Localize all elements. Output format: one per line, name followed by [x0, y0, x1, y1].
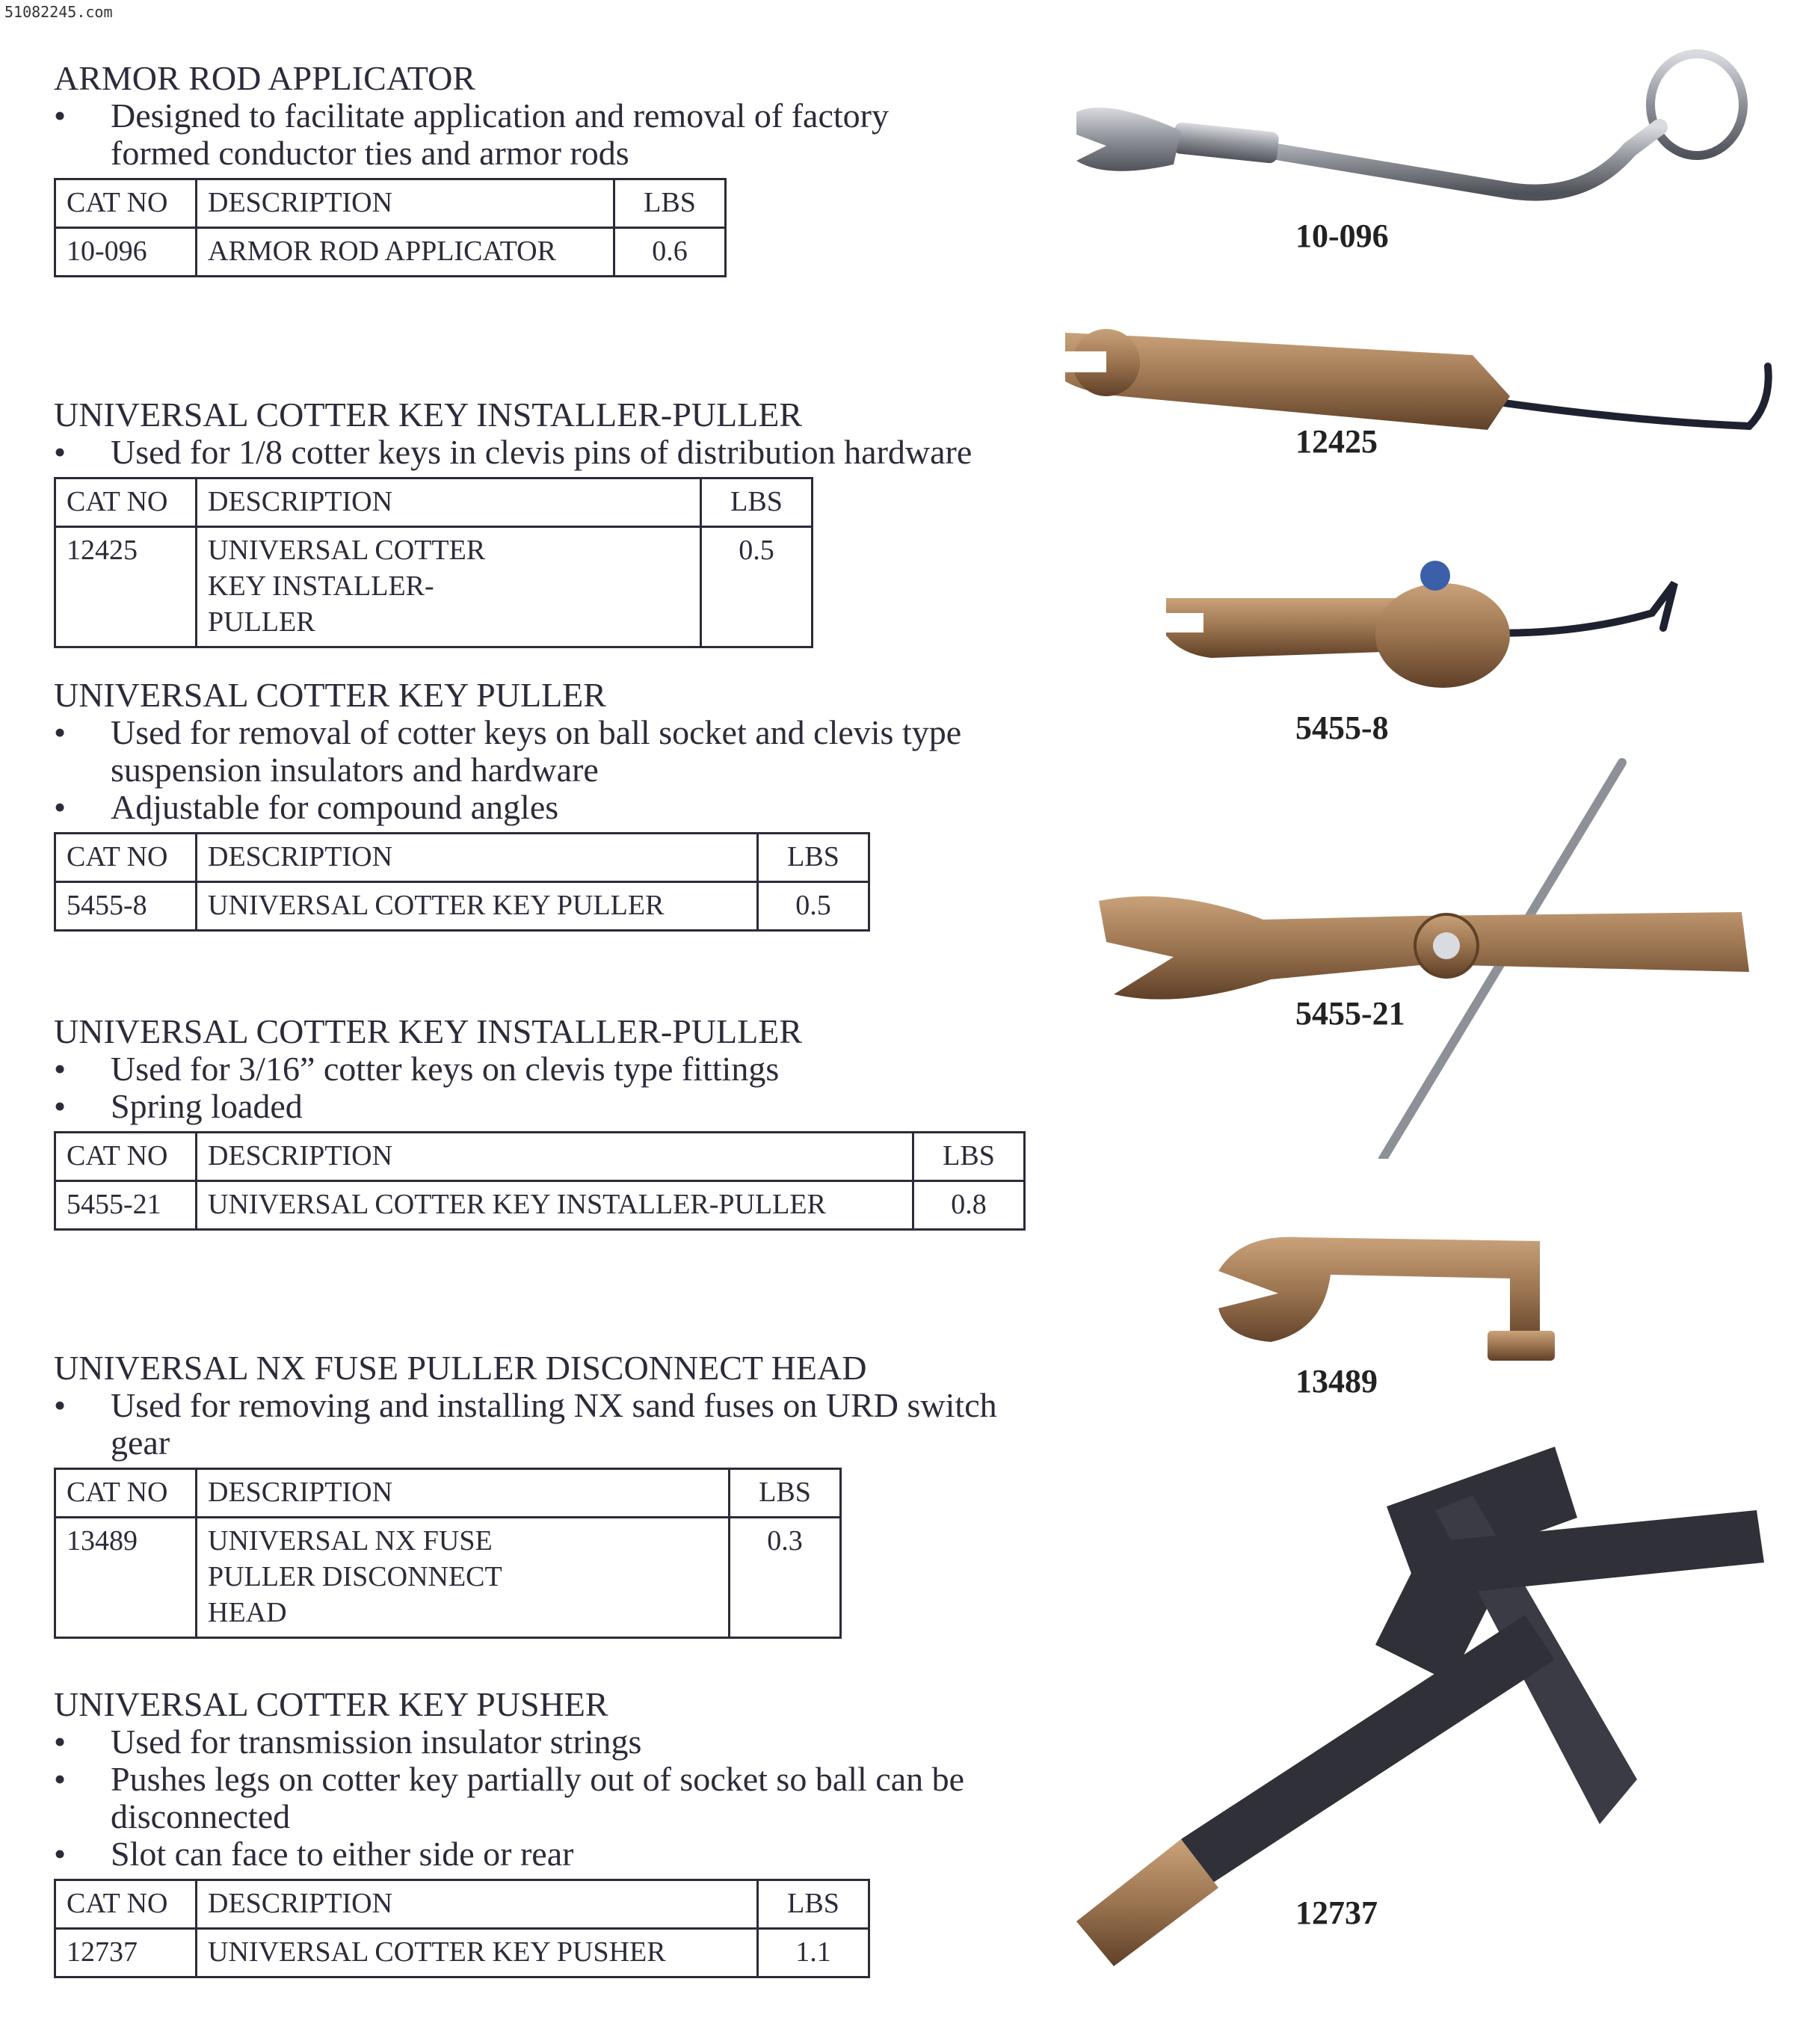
nx-fuse-puller-photo [1211, 1219, 1585, 1368]
table-header-row [55, 179, 726, 228]
bullet-list [54, 714, 1030, 826]
bullet-list [54, 1387, 1038, 1462]
header-lbs: LBS [758, 834, 869, 882]
header-description: DESCRIPTION [197, 1469, 730, 1518]
description-cell: UNIVERSAL COTTER KEY INSTALLER-PULLER [197, 1181, 913, 1230]
header-description: DESCRIPTION [197, 179, 614, 228]
armor-rod-applicator-photo [1061, 30, 1779, 254]
section-cotter-key-installer-puller-2 [54, 1013, 1026, 1231]
bullet-item: • Used for 3/16” cotter keys on clevis type fittings [54, 1050, 780, 1088]
cotter-key-puller-photo [1159, 553, 1682, 703]
header-description: DESCRIPTION [197, 478, 701, 527]
spec-table [54, 1131, 1026, 1231]
header-description: DESCRIPTION [197, 1133, 913, 1181]
header-cat-no: CAT NO [55, 179, 197, 228]
description-cell: ARMOR ROD APPLICATOR [197, 228, 614, 277]
bullet-item: • Spring loaded [54, 1087, 303, 1125]
caption-10-096: 10-096 [1295, 218, 1389, 254]
table-row [55, 1181, 1025, 1230]
cat-no-cell: 5455-8 [55, 882, 197, 931]
section-title: UNIVERSAL COTTER KEY INSTALLER-PULLER [54, 395, 802, 434]
spec-table [54, 1879, 870, 1978]
header-lbs: LBS [730, 1469, 841, 1518]
bullet-item: • Slot can face to either side or rear [54, 1835, 574, 1873]
table-row [55, 1929, 869, 1977]
header-lbs: LBS [913, 1133, 1025, 1181]
section-title: UNIVERSAL COTTER KEY INSTALLER-PULLER [54, 1012, 802, 1050]
spec-table [54, 477, 813, 648]
cat-no-cell: 5455-21 [55, 1181, 197, 1230]
table-row [55, 882, 869, 931]
cat-no-cell: 13489 [55, 1518, 197, 1638]
lbs-cell: 0.5 [701, 527, 813, 647]
lbs-cell: 0.6 [614, 228, 726, 277]
header-cat-no: CAT NO [55, 1469, 197, 1518]
section-cotter-key-puller [54, 677, 1030, 932]
watermark-url: 51082245.com [4, 3, 113, 21]
header-lbs: LBS [701, 478, 813, 527]
caption-12425: 12425 [1295, 423, 1378, 460]
lbs-cell: 0.5 [758, 882, 869, 931]
table-header-row [55, 1133, 1025, 1181]
spec-table [54, 178, 727, 277]
caption-12737: 12737 [1295, 1894, 1378, 1931]
header-lbs: LBS [614, 179, 726, 228]
section-armor-rod-applicator [54, 60, 903, 277]
table-header-row [55, 1469, 841, 1518]
cotter-key-installer-puller-2-photo [1084, 755, 1772, 1159]
bullet-item: • Used for removal of cotter keys on ball socket and clevis type suspension insulators and hardware [54, 713, 962, 789]
section-cotter-key-installer-puller-1 [54, 396, 1112, 648]
spec-table [54, 832, 870, 932]
table-header-row [55, 478, 813, 527]
header-cat-no: CAT NO [55, 834, 197, 882]
bullet-list [54, 1050, 1026, 1125]
cat-no-cell: 10-096 [55, 228, 197, 277]
lbs-cell: 0.3 [730, 1518, 841, 1638]
lbs-cell: 1.1 [758, 1929, 869, 1977]
section-nx-fuse-puller [54, 1349, 1038, 1639]
table-header-row [55, 1880, 869, 1929]
bullet-list [54, 434, 1112, 471]
cotter-key-installer-puller-photo [1054, 314, 1787, 449]
bullet-item: • Used for 1/8 cotter keys in clevis pins of distribution hardware [54, 433, 972, 471]
cat-no-cell: 12425 [55, 527, 197, 647]
header-cat-no: CAT NO [55, 478, 197, 527]
cotter-key-pusher-photo [1061, 1435, 1779, 1974]
bullet-item: • Adjustable for compound angles [54, 788, 559, 826]
caption-5455-21: 5455-21 [1295, 995, 1405, 1032]
bullet-list [54, 1723, 993, 1873]
spec-table [54, 1468, 842, 1639]
header-description: DESCRIPTION [197, 834, 758, 882]
lbs-cell: 0.8 [913, 1181, 1025, 1230]
cat-no-cell: 12737 [55, 1929, 197, 1977]
description-cell: UNIVERSAL COTTER KEY PUSHER [197, 1929, 758, 1977]
header-lbs: LBS [758, 1880, 869, 1929]
section-title: UNIVERSAL COTTER KEY PULLER [54, 676, 606, 714]
section-cotter-key-pusher [54, 1686, 993, 1978]
caption-5455-8: 5455-8 [1295, 709, 1389, 746]
section-title: ARMOR ROD APPLICATOR [54, 59, 476, 97]
bullet-list [54, 97, 903, 172]
header-cat-no: CAT NO [55, 1133, 197, 1181]
bullet-item: • Pushes legs on cotter key partially out of socket so ball can be disconnected [54, 1760, 965, 1835]
description-cell: UNIVERSAL COTTER KEY PULLER [197, 882, 758, 931]
bullet-item: • Used for transmission insulator strings [54, 1723, 642, 1761]
description-cell: UNIVERSAL COTTER KEY INSTALLER-PULLER [197, 527, 701, 647]
section-title: UNIVERSAL NX FUSE PULLER DISCONNECT HEAD [54, 1349, 867, 1387]
bullet-item: • Used for removing and installing NX sand fuses on URD switch gear [54, 1386, 997, 1462]
table-row [55, 1518, 841, 1638]
description-cell: UNIVERSAL NX FUSE PULLER DISCONNECT HEAD [197, 1518, 730, 1638]
header-cat-no: CAT NO [55, 1880, 197, 1929]
table-row [55, 527, 813, 647]
caption-13489: 13489 [1295, 1363, 1378, 1400]
table-header-row [55, 834, 869, 882]
header-description: DESCRIPTION [197, 1880, 758, 1929]
table-row [55, 228, 726, 277]
bullet-item: • Designed to facilitate application and removal of factory formed conductor ties and armor rods [54, 96, 889, 172]
section-title: UNIVERSAL COTTER KEY PUSHER [54, 1685, 608, 1723]
